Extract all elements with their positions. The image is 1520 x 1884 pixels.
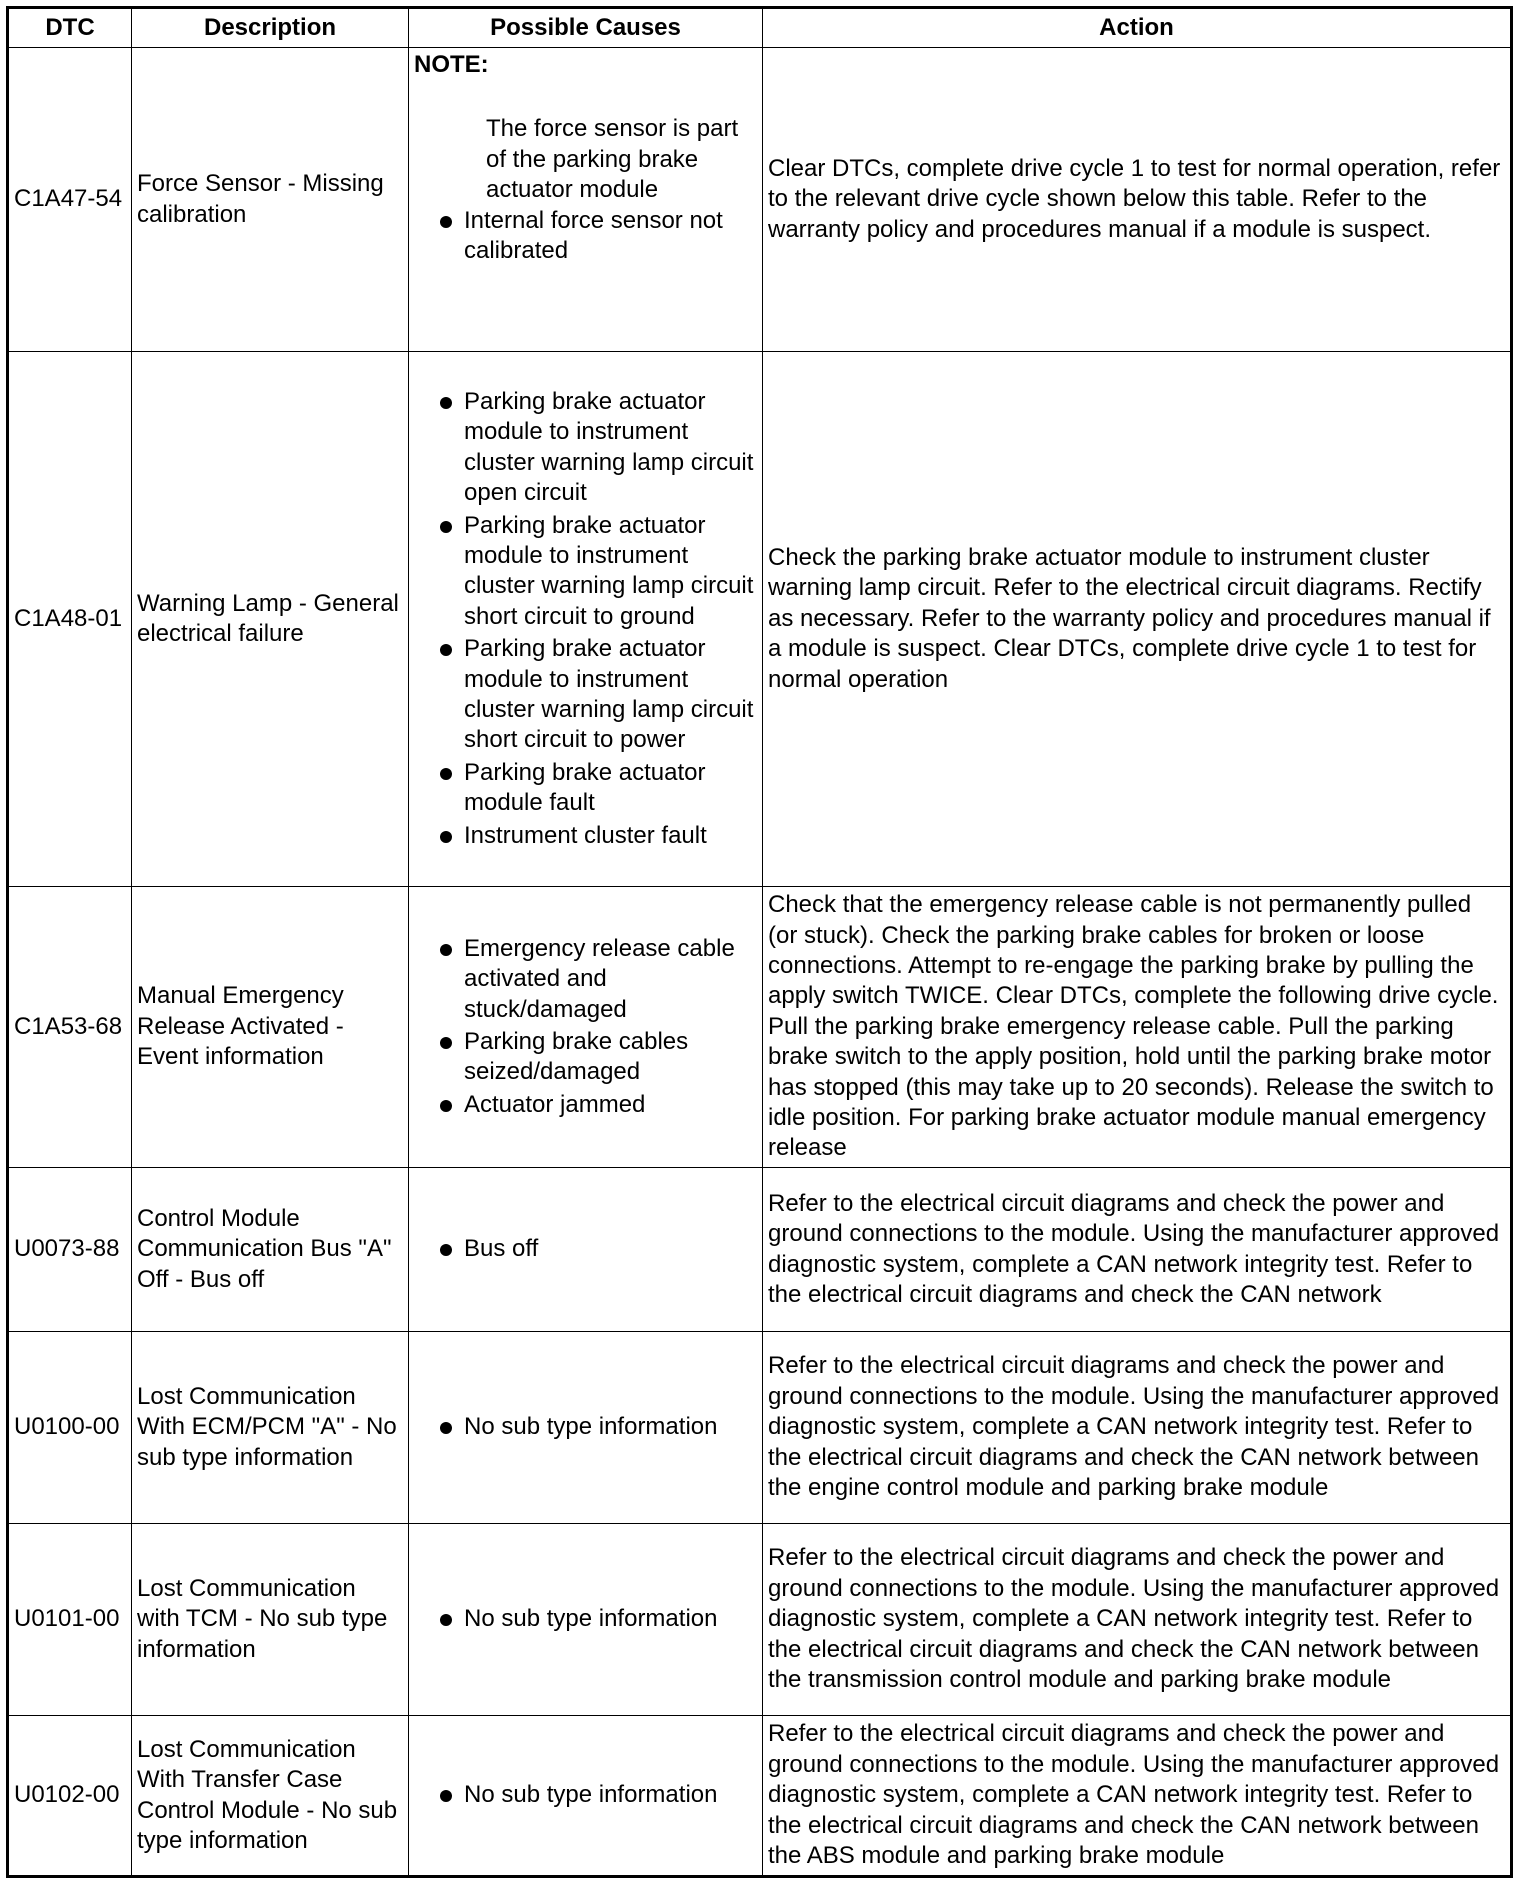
dtc-code: U0102-00 xyxy=(8,1716,132,1877)
cause-item: Parking brake actuator module fault xyxy=(414,758,757,819)
dtc-table xyxy=(6,6,1513,1878)
cause-item: Parking brake actuator module to instrument cluster warning lamp circuit short circuit to ground xyxy=(414,511,757,633)
dtc-description: Lost Communication with TCM - No sub type information xyxy=(132,1524,409,1716)
cause-list xyxy=(414,934,757,1120)
action-text: Refer to the electrical circuit diagrams and check the power and ground connections to the module. Using the manufacturer approved diagnostic system, complete a CAN network integrity test. Refer to the electrical circuit diagrams and check the CAN network between the transmission control module and parking brake module xyxy=(763,1524,1512,1716)
cause-item: Internal force sensor not calibrated xyxy=(414,206,757,267)
note-title: NOTE: xyxy=(414,51,489,78)
dtc-description: Lost Communication With ECM/PCM "A" - No sub type information xyxy=(132,1332,409,1524)
header-action: Action xyxy=(763,8,1512,48)
cause-item: No sub type information xyxy=(414,1604,757,1634)
cause-list xyxy=(414,1412,757,1442)
table-row xyxy=(8,48,1512,352)
header-possible-causes: Possible Causes xyxy=(409,8,763,48)
cause-item: Actuator jammed xyxy=(414,1090,757,1120)
table-row xyxy=(8,1524,1512,1716)
dtc-description: Warning Lamp - General electrical failure xyxy=(132,352,409,887)
dtc-code: U0100-00 xyxy=(8,1332,132,1524)
action-text: Refer to the electrical circuit diagrams and check the power and ground connections to the module. Using the manufacturer approved diagnostic system, complete a CAN network integrity test. Refer to the electrical circuit diagrams and check the CAN network xyxy=(763,1168,1512,1332)
table-row xyxy=(8,352,1512,887)
action-text: Clear DTCs, complete drive cycle 1 to test for normal operation, refer to the relevant drive cycle shown below this table. Refer to the warranty policy and procedures manual if a module is suspect. xyxy=(763,48,1512,352)
dtc-code: C1A48-01 xyxy=(8,352,132,887)
cause-item: Parking brake cables seized/damaged xyxy=(414,1027,757,1088)
possible-causes xyxy=(409,887,763,1168)
table-row xyxy=(8,1332,1512,1524)
cause-item: Parking brake actuator module to instrument cluster warning lamp circuit short circuit to power xyxy=(414,634,757,756)
cause-list xyxy=(414,387,757,851)
action-text: Refer to the electrical circuit diagrams and check the power and ground connections to the module. Using the manufacturer approved diagnostic system, complete a CAN network integrity test. Refer to the electrical circuit diagrams and check the CAN network between the engine control module and parking brake module xyxy=(763,1332,1512,1524)
cause-list xyxy=(414,1234,757,1264)
table-header-row xyxy=(8,8,1512,48)
possible-causes xyxy=(409,1524,763,1716)
dtc-code: U0073-88 xyxy=(8,1168,132,1332)
table-row xyxy=(8,1716,1512,1877)
cause-list xyxy=(414,1604,757,1634)
possible-causes xyxy=(409,352,763,887)
dtc-code: C1A53-68 xyxy=(8,887,132,1168)
header-description: Description xyxy=(132,8,409,48)
dtc-description: Control Module Communication Bus "A" Off - Bus off xyxy=(132,1168,409,1332)
dtc-code: C1A47-54 xyxy=(8,48,132,352)
cause-item: No sub type information xyxy=(414,1780,757,1810)
dtc-code: U0101-00 xyxy=(8,1524,132,1716)
dtc-description: Force Sensor - Missing calibration xyxy=(132,48,409,352)
possible-causes xyxy=(409,1716,763,1877)
action-text: Check that the emergency release cable is not permanently pulled (or stuck). Check the parking brake cables for broken or loose connections. Attempt to re-engage the parking brake by pulling the apply switch TWICE. Clear DTCs, complete the following drive cycle. Pull the parking brake emergency release cable. Pull the parking brake switch to the apply position, hold until the parking brake motor has stopped (this may take up to 20 seconds). Release the switch to idle position. For parking brake actuator module manual emergency release xyxy=(763,887,1512,1168)
dtc-description: Lost Communication With Transfer Case Control Module - No sub type information xyxy=(132,1716,409,1877)
possible-causes xyxy=(409,1332,763,1524)
cause-list xyxy=(414,206,757,267)
cause-item: Parking brake actuator module to instrument cluster warning lamp circuit open circuit xyxy=(414,387,757,509)
table-row xyxy=(8,1168,1512,1332)
cause-item: Instrument cluster fault xyxy=(414,821,757,851)
possible-causes xyxy=(409,48,763,352)
cause-item: No sub type information xyxy=(414,1412,757,1442)
cause-item: Emergency release cable activated and stuck/damaged xyxy=(414,934,757,1025)
note-text: The force sensor is part of the parking brake actuator module xyxy=(486,115,739,204)
cause-item: Bus off xyxy=(414,1234,757,1264)
action-text: Refer to the electrical circuit diagrams and check the power and ground connections to the module. Using the manufacturer approved diagnostic system, complete a CAN network integrity test. Refer to the electrical circuit diagrams and check the CAN network between the ABS module and parking brake module xyxy=(763,1716,1512,1877)
table-row xyxy=(8,887,1512,1168)
header-dtc: DTC xyxy=(8,8,132,48)
dtc-description: Manual Emergency Release Activated - Event information xyxy=(132,887,409,1168)
action-text: Check the parking brake actuator module to instrument cluster warning lamp circuit. Refer to the electrical circuit diagrams. Rectify as necessary. Refer to the warranty policy and procedures manual if a module is suspect. Clear DTCs, complete drive cycle 1 to test for normal operation xyxy=(763,352,1512,887)
cause-list xyxy=(414,1780,757,1810)
possible-causes xyxy=(409,1168,763,1332)
